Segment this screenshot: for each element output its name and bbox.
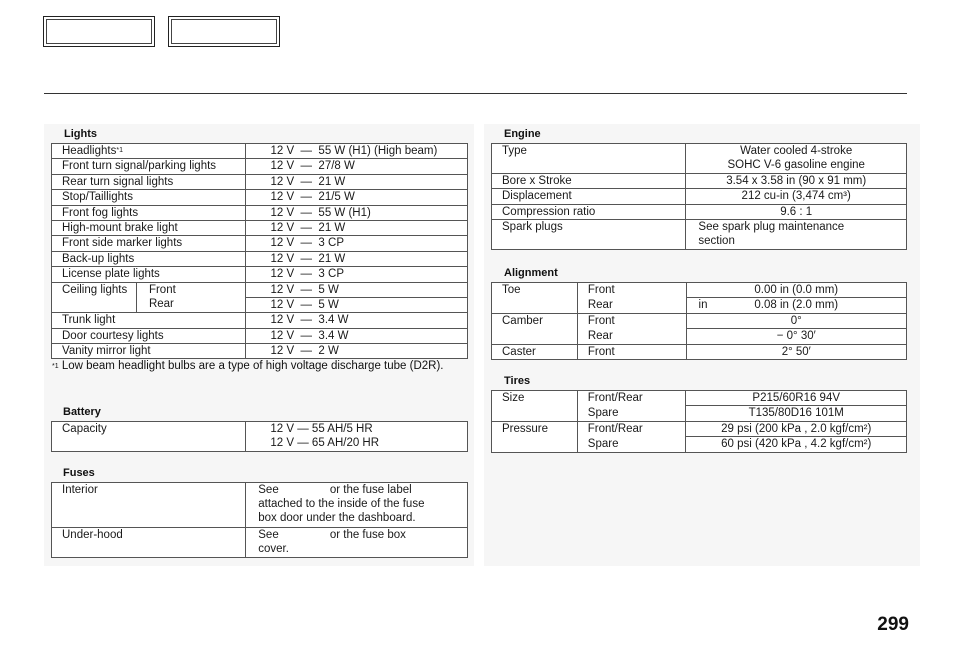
tires-value	[686, 406, 907, 421]
lights-item-label: License plate lights	[62, 268, 160, 281]
engine-heading: Engine	[504, 128, 541, 140]
lights-item-label: Headlights	[62, 145, 117, 157]
fuses-table	[51, 482, 468, 558]
fuse-description	[246, 528, 468, 558]
tires-name	[492, 437, 578, 452]
engine-spec-value: 212 cu-in (3,474 cm³)	[686, 189, 907, 204]
battery-value-2: 12 V — 65 AH/20 HR	[270, 437, 380, 449]
alignment-value-prefix: in	[698, 299, 708, 312]
lights-item-name	[52, 174, 246, 189]
lights-item-name	[52, 205, 246, 220]
lights-item-name	[52, 344, 246, 359]
alignment-value	[686, 329, 906, 344]
lights-row	[52, 344, 468, 359]
lights-item-name	[52, 220, 246, 235]
alignment-row	[492, 344, 907, 359]
alignment-row	[492, 283, 907, 298]
lights-item-name	[52, 144, 246, 159]
lights-row	[52, 328, 468, 343]
lights-item-label: Front fog lights	[62, 206, 139, 219]
lights-row	[52, 220, 468, 235]
alignment-value-text: 0°	[790, 314, 802, 327]
lights-row	[52, 190, 468, 205]
battery-values	[246, 422, 468, 452]
tires-value	[686, 437, 907, 452]
tires-name	[492, 406, 578, 421]
lights-row	[52, 236, 468, 251]
engine-spec-value: 3.54 x 3.58 in (90 x 91 mm)	[686, 174, 907, 189]
lights-item-name	[52, 236, 246, 251]
fuse-line: cover.	[258, 543, 289, 555]
alignment-name: Caster	[492, 344, 578, 359]
fuses-heading: Fuses	[63, 467, 95, 479]
engine-spec-name: Type	[492, 144, 686, 174]
lights-item-label: Trunk light	[62, 314, 116, 327]
lights-item-spec: 12 V — 3 CP	[246, 236, 468, 251]
lights-row	[52, 267, 468, 282]
engine-spec-value: 9.6 : 1	[686, 204, 907, 219]
lights-item-label: Back-up lights	[62, 252, 135, 265]
tires-value	[686, 391, 907, 406]
lights-item-label: Front side marker lights	[62, 237, 183, 250]
lights-item-name	[52, 313, 246, 328]
lights-item-label: High-mount brake light	[62, 221, 178, 234]
alignment-name: Camber	[492, 313, 578, 328]
lights-row	[52, 159, 468, 174]
battery-heading: Battery	[63, 406, 101, 418]
lights-item-spec: 12 V — 21/5 W	[246, 190, 468, 205]
alignment-value-text: 0.00 in (0.0 mm)	[754, 284, 839, 296]
engine-spec-name: Bore x Stroke	[492, 174, 686, 189]
lights-item-spec: 12 V — 21 W	[246, 251, 468, 266]
lights-row	[52, 251, 468, 266]
engine-value-line: See spark plug maintenance	[698, 221, 845, 234]
engine-value-line: Water cooled 4-stroke	[740, 145, 853, 157]
tires-value-text: 60 psi (420 kPa , 4.2 kgf/cm²)	[721, 438, 872, 451]
alignment-value	[686, 344, 906, 359]
engine-row	[492, 174, 907, 189]
battery-value-1: 12 V — 55 AH/5 HR	[270, 423, 373, 435]
fuse-description	[246, 483, 468, 528]
engine-value-line: SOHC V-6 gasoline engine	[727, 159, 865, 171]
engine-spec-name: Spark plugs	[492, 220, 686, 250]
tires-position: Spare	[577, 437, 686, 452]
lights-item-spec: 12 V — 3.4 W	[246, 328, 468, 343]
lights-item-spec: 12 V — 55 W (H1) (High beam)	[246, 144, 468, 159]
lights-item-label: Vanity mirror light	[62, 345, 151, 358]
lights-item-spec: 12 V — 5 W	[246, 282, 468, 297]
engine-row	[492, 144, 907, 174]
fuse-name: Interior	[52, 483, 246, 528]
tires-row	[492, 437, 907, 452]
lights-item-spec: 12 V — 5 W	[246, 297, 468, 312]
alignment-value-text: 0.08 in (2.0 mm)	[754, 299, 839, 312]
engine-spec-name: Compression ratio	[492, 204, 686, 219]
tires-name: Size	[492, 391, 578, 406]
tires-position: Spare	[577, 406, 686, 421]
page-number: 299	[877, 614, 909, 635]
lights-item-spec: 12 V — 21 W	[246, 174, 468, 189]
lights-item-name	[52, 159, 246, 174]
lights-row	[52, 297, 468, 312]
alignment-row	[492, 313, 907, 328]
alignment-row	[492, 298, 907, 313]
alignment-value	[686, 283, 906, 298]
engine-value-line: section	[698, 235, 735, 248]
fuse-name: Under-hood	[52, 528, 246, 558]
tires-name: Pressure	[492, 421, 578, 436]
engine-row	[492, 189, 907, 204]
lights-item-spec: 12 V — 2 W	[246, 344, 468, 359]
battery-row	[52, 422, 468, 452]
lights-table	[51, 143, 468, 359]
lights-row	[52, 174, 468, 189]
lights-item-name	[52, 267, 246, 282]
lights-footnote	[52, 359, 462, 374]
fuse-row	[52, 528, 468, 558]
footnote-text: Low beam headlight bulbs are a type of high voltage discharge tube (D2R).	[61, 360, 444, 372]
lights-item-spec: 12 V — 55 W (H1)	[246, 205, 468, 220]
lights-item-name	[52, 297, 137, 312]
engine-spec-value	[686, 144, 907, 174]
alignment-value	[686, 313, 906, 328]
engine-row	[492, 220, 907, 250]
lights-row	[52, 205, 468, 220]
engine-spec-name: Displacement	[492, 189, 686, 204]
lights-item-label: Front turn signal/parking lights	[62, 160, 217, 173]
alignment-position: Rear	[577, 329, 686, 344]
alignment-position: Front	[577, 313, 686, 328]
tires-position: Front/Rear	[577, 391, 686, 406]
tires-value-text: 29 psi (200 kPa , 2.0 kgf/cm²)	[721, 422, 872, 435]
lights-item-label: Door courtesy lights	[62, 329, 164, 342]
engine-spec-value	[686, 220, 907, 250]
tires-value-text: P215/60R16 94V	[752, 392, 841, 404]
lights-item-name: Ceiling lights	[52, 282, 137, 297]
alignment-position: Front	[577, 283, 686, 298]
battery-table	[51, 421, 468, 452]
lights-item-subname: Front	[136, 282, 246, 297]
lights-row	[52, 144, 468, 159]
footnote-ref: *1	[116, 147, 123, 154]
alignment-heading: Alignment	[504, 267, 558, 279]
lights-item-subname: Rear	[136, 297, 246, 312]
next-page-button[interactable]	[168, 16, 280, 47]
lights-heading: Lights	[64, 128, 97, 140]
lights-row	[52, 282, 468, 297]
battery-label: Capacity	[52, 422, 246, 452]
alignment-value-text: − 0° 30′	[776, 330, 816, 343]
lights-item-spec: 12 V — 3.4 W	[246, 313, 468, 328]
tires-position: Front/Rear	[577, 421, 686, 436]
alignment-table	[491, 282, 907, 360]
fuse-line: attached to the inside of the fuse	[258, 498, 425, 510]
alignment-name: Toe	[492, 283, 578, 298]
tires-table	[491, 390, 907, 453]
tires-value-text: T135/80D16 101M	[748, 407, 844, 420]
alignment-position: Rear	[577, 298, 686, 313]
lights-item-name	[52, 190, 246, 205]
tires-heading: Tires	[504, 375, 531, 387]
fuse-line: box door under the dashboard.	[258, 512, 416, 524]
fuse-row	[52, 483, 468, 528]
prev-page-button[interactable]	[43, 16, 155, 47]
lights-item-spec: 12 V — 27/8 W	[246, 159, 468, 174]
alignment-value-text: 2° 50′	[781, 345, 811, 358]
tires-value	[686, 421, 907, 436]
lights-item-label: Stop/Taillights	[62, 191, 133, 204]
lights-item-spec: 12 V — 21 W	[246, 220, 468, 235]
tires-row	[492, 406, 907, 421]
lights-item-name	[52, 328, 246, 343]
alignment-row	[492, 329, 907, 344]
tires-row	[492, 391, 907, 406]
engine-row	[492, 204, 907, 219]
footnote-mark: *1	[52, 363, 59, 370]
fuse-line: See or the fuse box	[258, 529, 406, 541]
alignment-value	[686, 298, 906, 313]
tires-row	[492, 421, 907, 436]
lights-row	[52, 313, 468, 328]
header-divider	[44, 93, 907, 94]
lights-item-label: Rear turn signal lights	[62, 175, 174, 188]
alignment-name	[492, 329, 578, 344]
lights-item-spec: 12 V — 3 CP	[246, 267, 468, 282]
lights-item-name	[52, 251, 246, 266]
engine-table	[491, 143, 907, 250]
alignment-name	[492, 298, 578, 313]
alignment-position: Front	[577, 344, 686, 359]
fuse-line: See or the fuse label	[258, 484, 412, 496]
